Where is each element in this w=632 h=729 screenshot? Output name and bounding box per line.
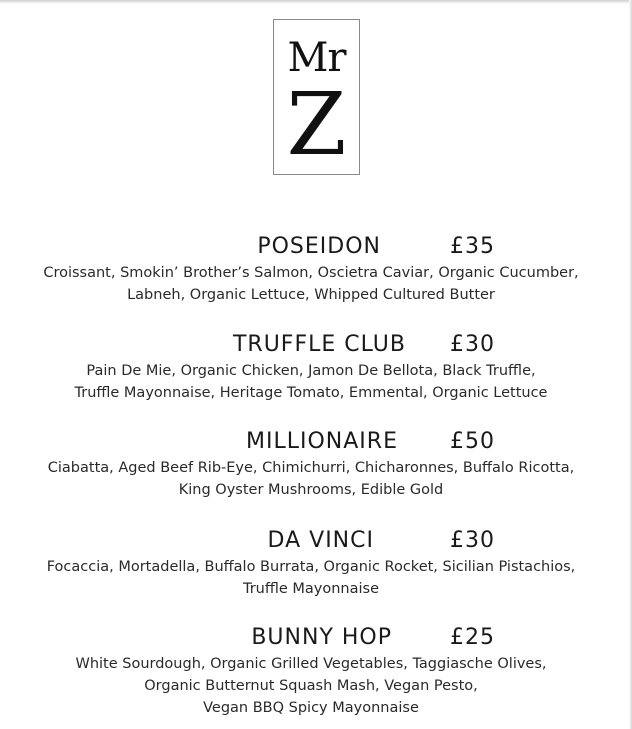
menu-item-description [0, 556, 632, 600]
menu-item-name: TRUFFLE CLUB [232, 332, 406, 357]
description-line: White Sourdough, Organic Grilled Vegetables, Taggiasche Olives, [75, 656, 547, 672]
logo-line-z: Z [286, 75, 347, 175]
menu-item-name: DA VINCI [267, 528, 374, 553]
description-line: Focaccia, Mortadella, Buffalo Burrata, Organic Rocket, Sicilian Pistachios, [46, 559, 576, 575]
description-line: Truffle Mayonnaise, Heritage Tomato, Emmental, Organic Lettuce [74, 385, 548, 401]
menu-item-header [0, 427, 632, 457]
menu-item-header [0, 330, 632, 360]
menu-item-poseidon [0, 232, 632, 306]
menu-item-da-vinci [0, 526, 632, 600]
menu-item-description [0, 457, 632, 501]
menu-item-description [0, 653, 632, 719]
menu-item-header [0, 232, 632, 262]
menu-item-price: £30 [450, 528, 495, 553]
menu-item-description [0, 262, 632, 306]
description-line: Ciabatta, Aged Beef Rib-Eye, Chimichurri, Chicharonnes, Buffalo Ricotta, [47, 460, 575, 476]
description-line: Pain De Mie, Organic Chicken, Jamon De Bellota, Black Truffle, [86, 363, 536, 379]
description-line: Organic Butternut Squash Mash, Vegan Pesto, [144, 678, 478, 694]
page-top-edge [0, 0, 632, 4]
menu-item-bunny-hop [0, 623, 632, 719]
menu-item-name: MILLIONAIRE [246, 429, 398, 454]
menu-item-price: £25 [450, 625, 495, 650]
menu-item-millionaire [0, 427, 632, 501]
logo [273, 19, 360, 175]
description-line: Vegan BBQ Spicy Mayonnaise [203, 700, 419, 716]
menu-item-price: £50 [450, 429, 495, 454]
description-line: Croissant, Smokin’ Brother’s Salmon, Oscietra Caviar, Organic Cucumber, [43, 265, 579, 281]
menu-item-header [0, 526, 632, 556]
menu-item-price: £30 [450, 332, 495, 357]
menu-item-description [0, 360, 632, 404]
description-line: King Oyster Mushrooms, Edible Gold [178, 482, 444, 498]
logo-line-mr: Mr [287, 35, 346, 81]
menu-item-truffle-club [0, 330, 632, 404]
description-line: Labneh, Organic Lettuce, Whipped Cultured Butter [127, 287, 495, 303]
menu-item-name: BUNNY HOP [251, 625, 392, 650]
menu-item-price: £35 [450, 234, 495, 259]
menu-item-header [0, 623, 632, 653]
menu-item-name: POSEIDON [257, 234, 381, 259]
description-line: Truffle Mayonnaise [242, 581, 380, 597]
